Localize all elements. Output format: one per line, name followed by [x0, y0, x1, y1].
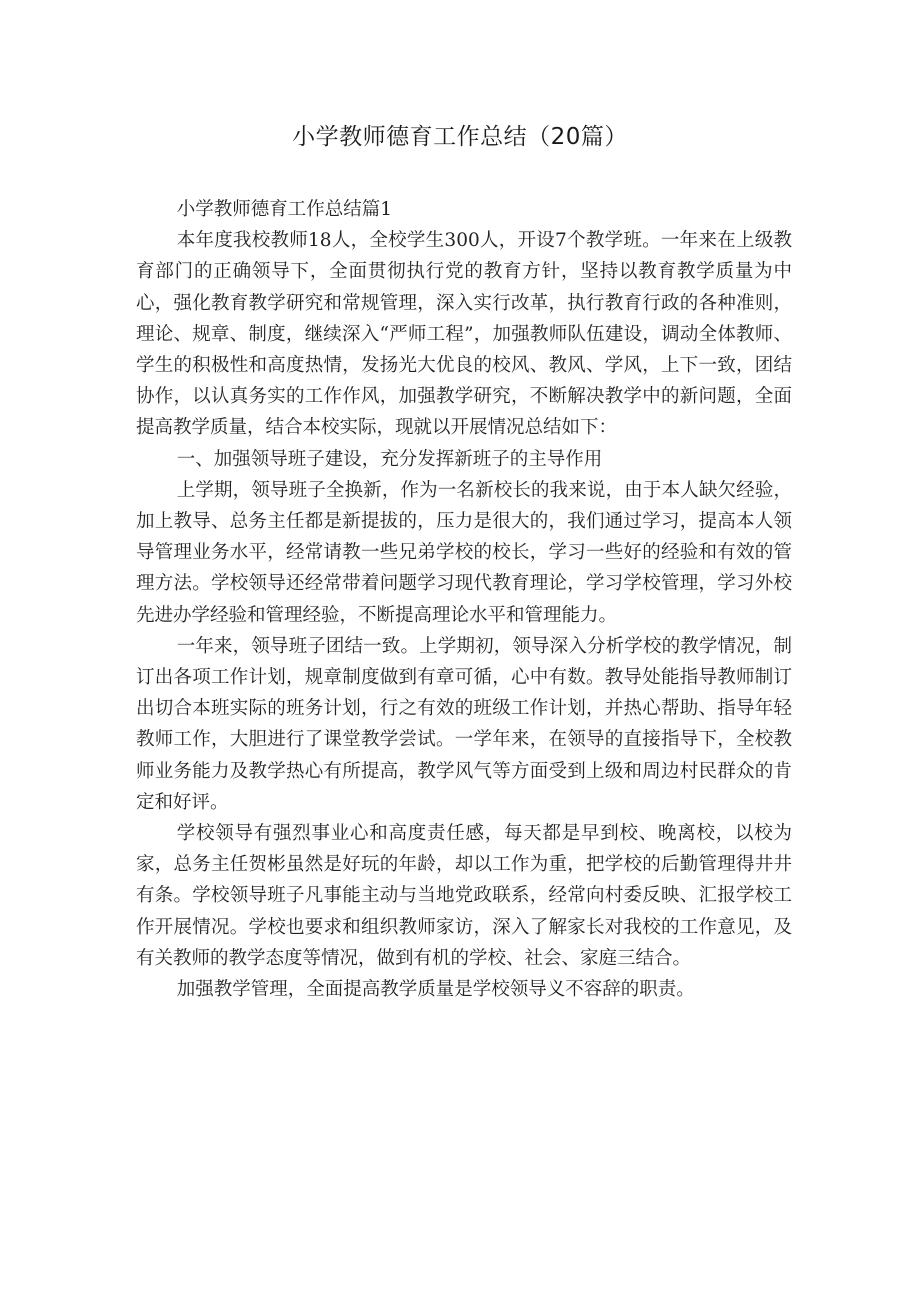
paragraph: 一年来，领导班子团结一致。上学期初，领导深入分析学校的教学情况，制订出各项工作计划，规章制度做到有章可循，心中有数。教导处能指导教师制订出切合本班实际的班务计划，行之有效的班级工作计划，并热心帮助、指导年轻教师工作，大胆进行了课堂教学尝试。一学年来，在领导的直接指导下，全校教师业务能力及教学热心有所提高，教学风气等方面受到上级和周边村民群众的肯定和好评。	[136, 635, 792, 813]
section-heading: 小学教师德育工作总结篇1	[176, 199, 392, 220]
section-heading: 一、加强领导班子建设，充分发挥新班子的主导作用	[176, 448, 603, 470]
paragraph: 上学期，领导班子全换新，作为一名新校长的我来说，由于本人缺欠经验，加上教导、总务主任都是新提拔的，压力是很大的，我们通过学习，提高本人领导管理业务水平，经常请教一些兄弟学校的校长，学习一些好的经验和有效的管理方法。学校领导还经常带着问题学习现代教育理论，学习学校管理，学习外校先进办学经验和管理经验，不断提高理论水平和管理能力。	[136, 479, 792, 626]
paragraph: 加强教学管理，全面提高教学质量是学校领导义不容辞的职责。	[176, 979, 695, 1001]
document-title: 小学教师德育工作总结（20篇）	[292, 124, 628, 150]
paragraph: 学校领导有强烈事业心和高度责任感，每天都是早到校、晚离校，以校为家，总务主任贺彬虽然是好玩的年龄，却以工作为重，把学校的后勤管理得井井有条。学校领导班子凡事能主动与当地党政联系，经常向村委反映、汇报学校工作开展情况。学校也要求和组织教师家访，深入了解家长对我校的工作意见，及有关教师的教学态度等情况，做到有机的学校、社会、家庭三结合。	[136, 823, 792, 969]
paragraph: 本年度我校教师18人，全校学生300人，开设7个教学班。一年来在上级教育部门的正确领导下，全面贯彻执行党的教育方针，坚持以教育教学质量为中心，强化教育教学研究和常规管理，深入实行改革，执行教育行政的各种准则，理论、规章、制度，继续深入“严师工程”，加强教师队伍建设，调动全体教师、学生的积极性和高度热情，发扬光大优良的校风、教风、学风，上下一致，团结协作，以认真务实的工作作风，加强教学研究，不断解决教学中的新问题，全面提高教学质量，结合本校实际，现就以开展情况总结如下：	[136, 230, 792, 439]
document-body	[136, 194, 792, 1005]
